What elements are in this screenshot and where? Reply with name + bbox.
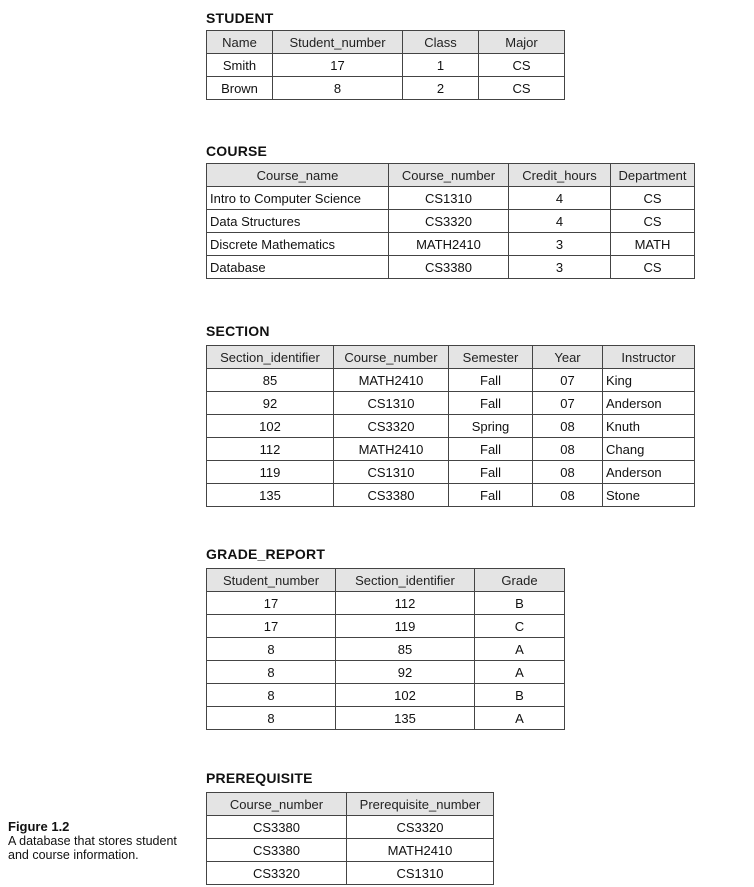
table-cell: 8 — [273, 77, 403, 100]
table-cell: MATH2410 — [347, 839, 494, 862]
table-cell: 8 — [207, 638, 336, 661]
table-cell: 102 — [336, 684, 475, 707]
table-cell: CS — [611, 210, 695, 233]
table-cell: CS — [611, 187, 695, 210]
table-row — [207, 415, 695, 438]
grade-report-table — [206, 568, 565, 730]
table-cell: CS3380 — [207, 816, 347, 839]
column-header: Credit_hours — [509, 164, 611, 187]
table-cell: 17 — [207, 615, 336, 638]
table-cell: 08 — [533, 484, 603, 507]
table-cell: MATH — [611, 233, 695, 256]
table-cell: Fall — [449, 369, 533, 392]
table-cell: CS3380 — [334, 484, 449, 507]
section-table — [206, 345, 695, 507]
table-cell: Intro to Computer Science — [207, 187, 389, 210]
column-header: Course_number — [207, 793, 347, 816]
table-header-row — [207, 31, 565, 54]
table-cell: 17 — [273, 54, 403, 77]
table-row — [207, 684, 565, 707]
table-cell: 1 — [403, 54, 479, 77]
grade-report-table-title: GRADE_REPORT — [206, 546, 326, 562]
column-header: Student_number — [273, 31, 403, 54]
table-cell: Spring — [449, 415, 533, 438]
figure-description: A database that stores student and course information. — [8, 834, 177, 862]
column-header: Prerequisite_number — [347, 793, 494, 816]
table-cell: Smith — [207, 54, 273, 77]
table-header-row — [207, 164, 695, 187]
table-cell: CS1310 — [334, 392, 449, 415]
table-cell: CS3380 — [389, 256, 509, 279]
table-cell: 07 — [533, 369, 603, 392]
table-row — [207, 661, 565, 684]
table-row — [207, 392, 695, 415]
table-cell: B — [475, 592, 565, 615]
table-cell: 2 — [403, 77, 479, 100]
table-row — [207, 484, 695, 507]
table-cell: 92 — [336, 661, 475, 684]
table-cell: CS1310 — [334, 461, 449, 484]
table-cell: Database — [207, 256, 389, 279]
table-cell: C — [475, 615, 565, 638]
table-cell: Discrete Mathematics — [207, 233, 389, 256]
column-header: Course_number — [389, 164, 509, 187]
table-row — [207, 461, 695, 484]
table-cell: A — [475, 707, 565, 730]
table-cell: 92 — [207, 392, 334, 415]
column-header: Instructor — [603, 346, 695, 369]
table-row — [207, 256, 695, 279]
figure-caption — [8, 820, 178, 862]
table-cell: 102 — [207, 415, 334, 438]
table-cell: CS — [479, 54, 565, 77]
column-header: Semester — [449, 346, 533, 369]
table-cell: CS3320 — [347, 816, 494, 839]
table-cell: A — [475, 661, 565, 684]
table-cell: Fall — [449, 438, 533, 461]
table-cell: Fall — [449, 484, 533, 507]
table-cell: CS1310 — [347, 862, 494, 885]
table-cell: MATH2410 — [334, 369, 449, 392]
table-cell: 135 — [207, 484, 334, 507]
table-cell: CS3320 — [389, 210, 509, 233]
column-header: Section_identifier — [336, 569, 475, 592]
table-header-row — [207, 569, 565, 592]
table-row — [207, 592, 565, 615]
table-row — [207, 233, 695, 256]
section-table-title: SECTION — [206, 323, 270, 339]
table-cell: 3 — [509, 256, 611, 279]
column-header: Class — [403, 31, 479, 54]
column-header: Course_name — [207, 164, 389, 187]
prerequisite-table-title: PREREQUISITE — [206, 770, 313, 786]
table-row — [207, 187, 695, 210]
table-cell: Fall — [449, 392, 533, 415]
table-row — [207, 615, 565, 638]
column-header: Year — [533, 346, 603, 369]
table-row — [207, 839, 494, 862]
table-cell: 119 — [207, 461, 334, 484]
table-cell: CS1310 — [389, 187, 509, 210]
table-cell: CS3320 — [207, 862, 347, 885]
table-cell: 07 — [533, 392, 603, 415]
table-row — [207, 707, 565, 730]
table-row — [207, 54, 565, 77]
table-row — [207, 77, 565, 100]
table-cell: King — [603, 369, 695, 392]
table-cell: Stone — [603, 484, 695, 507]
table-cell: Brown — [207, 77, 273, 100]
table-cell: Chang — [603, 438, 695, 461]
column-header: Section_identifier — [207, 346, 334, 369]
table-cell: 08 — [533, 415, 603, 438]
table-cell: Data Structures — [207, 210, 389, 233]
table-cell: CS3380 — [207, 839, 347, 862]
table-header-row — [207, 346, 695, 369]
table-cell: 112 — [336, 592, 475, 615]
table-cell: Fall — [449, 461, 533, 484]
figure-number: Figure 1.2 — [8, 819, 70, 834]
table-cell: 85 — [336, 638, 475, 661]
table-cell: 85 — [207, 369, 334, 392]
column-header: Major — [479, 31, 565, 54]
table-cell: 8 — [207, 684, 336, 707]
table-row — [207, 816, 494, 839]
table-cell: A — [475, 638, 565, 661]
table-cell: Knuth — [603, 415, 695, 438]
column-header: Name — [207, 31, 273, 54]
table-cell: 08 — [533, 438, 603, 461]
table-cell: 8 — [207, 661, 336, 684]
column-header: Department — [611, 164, 695, 187]
table-cell: Anderson — [603, 392, 695, 415]
table-cell: Anderson — [603, 461, 695, 484]
table-row — [207, 210, 695, 233]
table-cell: CS3320 — [334, 415, 449, 438]
student-table-title: STUDENT — [206, 10, 274, 26]
column-header: Student_number — [207, 569, 336, 592]
table-cell: CS — [611, 256, 695, 279]
table-cell: 17 — [207, 592, 336, 615]
table-cell: 08 — [533, 461, 603, 484]
table-cell: 3 — [509, 233, 611, 256]
course-table — [206, 163, 695, 279]
table-cell: MATH2410 — [334, 438, 449, 461]
table-row — [207, 369, 695, 392]
table-row — [207, 862, 494, 885]
table-cell: 4 — [509, 210, 611, 233]
course-table-title: COURSE — [206, 143, 268, 159]
table-row — [207, 438, 695, 461]
table-header-row — [207, 793, 494, 816]
table-cell: B — [475, 684, 565, 707]
table-row — [207, 638, 565, 661]
table-cell: MATH2410 — [389, 233, 509, 256]
prerequisite-table — [206, 792, 494, 885]
table-cell: 112 — [207, 438, 334, 461]
student-table — [206, 30, 565, 100]
table-cell: 8 — [207, 707, 336, 730]
table-cell: CS — [479, 77, 565, 100]
table-cell: 119 — [336, 615, 475, 638]
table-cell: 4 — [509, 187, 611, 210]
column-header: Grade — [475, 569, 565, 592]
table-cell: 135 — [336, 707, 475, 730]
column-header: Course_number — [334, 346, 449, 369]
